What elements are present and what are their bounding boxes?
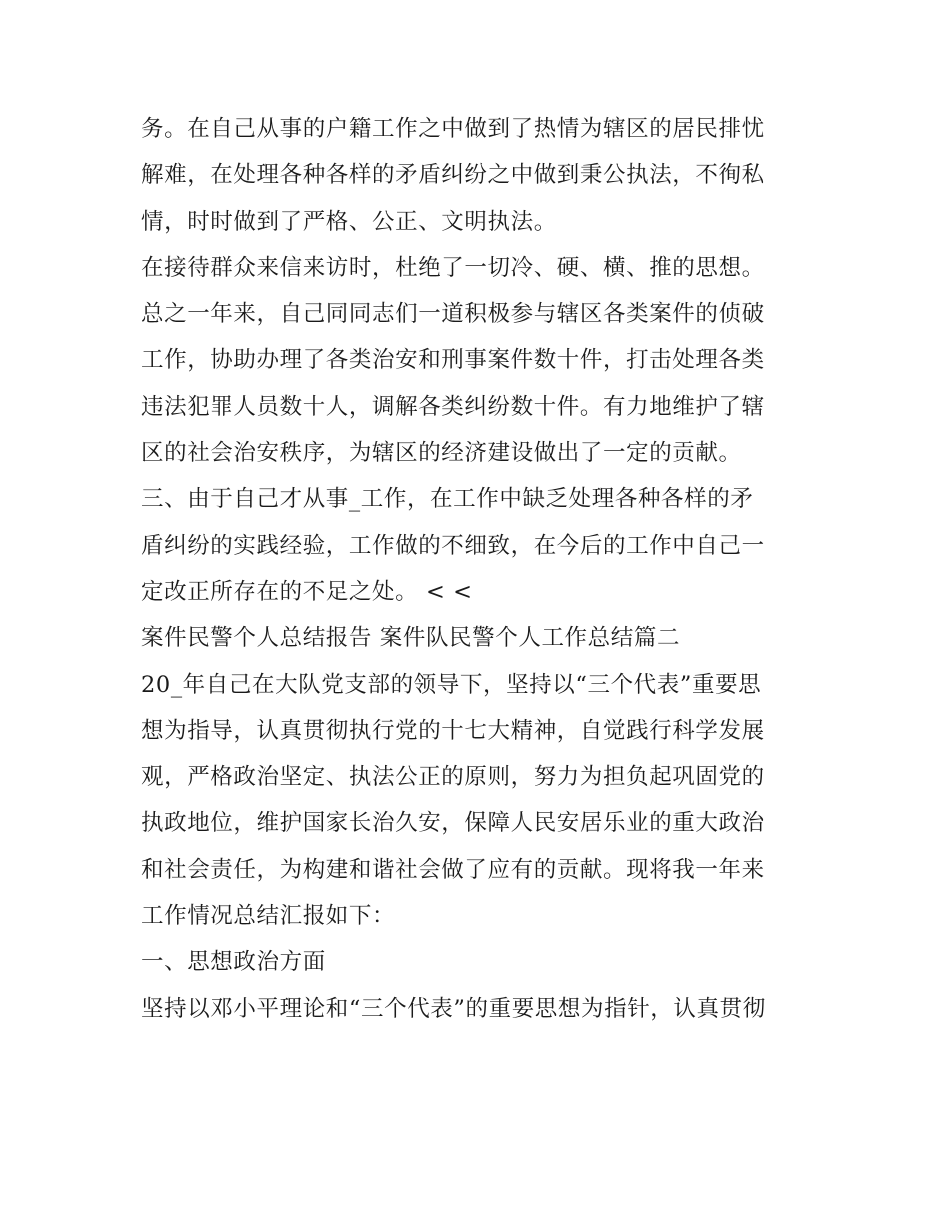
text-line: 20_年自己在大队党支部的领导下，坚持以“三个代表”重要思 — [141, 671, 762, 698]
paragraph-public-reception — [141, 245, 821, 476]
text-line: 务。在自己从事的户籍工作之中做到了热情为辖区的居民排忧 — [141, 116, 765, 142]
paragraph-duty-summary — [141, 106, 821, 245]
text-line: 和社会责任，为构建和谐社会做了应有的贡献。现将我一年来 — [141, 856, 765, 883]
paragraph-ideology — [141, 986, 821, 1032]
text-line: 解难，在处理各种各样的矛盾纠纷之中做到秉公执法，不徇私 — [141, 162, 765, 189]
text-line: 盾纠纷的实践经验，工作做的不细致，在今后的工作中自己一 — [141, 532, 765, 559]
text-line: 三、由于自己才从事_工作，在工作中缺乏处理各种各样的矛 — [141, 486, 754, 513]
document-body — [141, 106, 821, 1032]
text-line: 坚持以邓小平理论和“三个代表”的重要思想为指针，认真贯彻 — [141, 995, 766, 1022]
text-line: 情，时时做到了严格、公正、文明执法。 — [141, 208, 557, 235]
text-line: 总之一年来，自己同同志们一道积极参与辖区各类案件的侦破 — [141, 301, 765, 328]
text-line: 一、思想政治方面 — [141, 949, 326, 976]
text-line: 观，严格政治坚定、执法公正的原则，努力为担负起巩固党的 — [141, 764, 765, 791]
text-line: 案件民警个人总结报告 案件队民警个人工作总结篇二 — [141, 625, 681, 652]
text-line: 执政地位，维护国家长治久安，保障人民安居乐业的重大政治 — [141, 810, 765, 837]
text-line: 定改正所存在的不足之处。 < < — [141, 578, 473, 605]
text-line: 违法犯罪人员数十人，调解各类纠纷数十件。有力地维护了辖 — [141, 393, 765, 420]
subsection-heading — [141, 939, 821, 985]
text-line: 工作情况总结汇报如下： — [141, 903, 396, 930]
text-line: 工作，协助办理了各类治安和刑事案件数十件，打击处理各类 — [141, 347, 765, 374]
section-heading — [141, 615, 821, 661]
text-line: 在接待群众来信来访时，杜绝了一切冷、硬、横、推的思想。 — [141, 254, 765, 281]
paragraph-shortcomings — [141, 476, 821, 615]
paragraph-annual-intro — [141, 662, 821, 940]
text-line: 区的社会治安秩序，为辖区的经济建设做出了一定的贡献。 — [141, 440, 742, 467]
text-line: 想为指导，认真贯彻执行党的十七大精神，自觉践行科学发展 — [141, 717, 765, 744]
